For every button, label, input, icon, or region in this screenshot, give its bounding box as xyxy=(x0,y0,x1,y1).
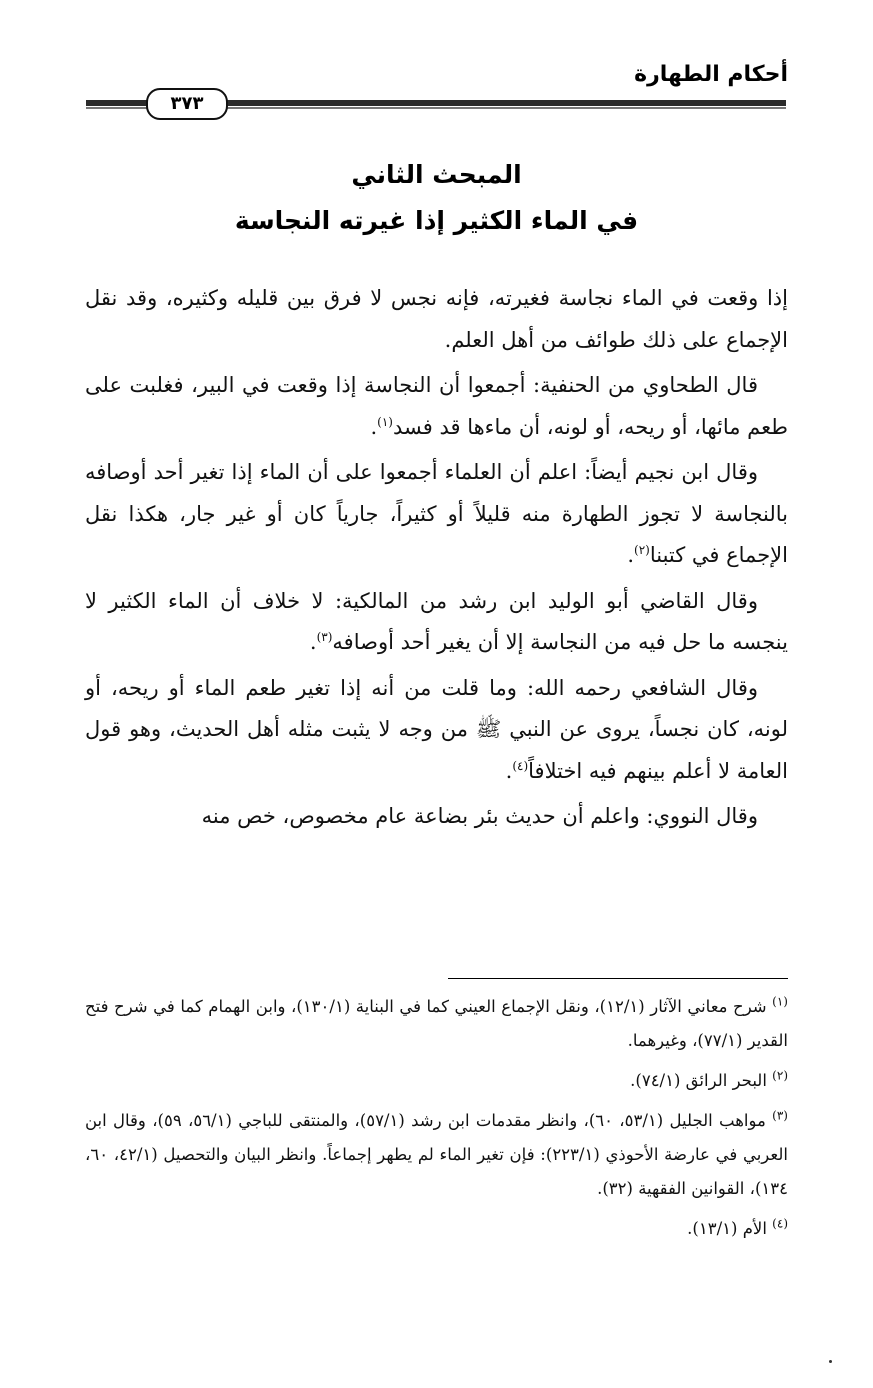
footnote: $^{(٢)}$ البحر الرائق (٧٤/١). xyxy=(630,1068,788,1090)
paragraph: قال الطحاوي من الحنفية: أجمعوا أن النجاسة إذا وقعت في البير، فغلبت على طعم مائها، أو ريحه، أو لونه، أن ماءها قد فسد$^{(١)}$. xyxy=(85,373,788,439)
footnote: $^{(١)}$ شرح معاني الآثار (١٢/١)، ونقل الإجماع العيني كما في البناية (١٣٠/١)، وابن الهمام كما في شرح فتح القدير (٧٧/١)، وغيرهما. xyxy=(85,994,788,1050)
footnote-number: (٤) xyxy=(772,1216,788,1231)
footnote-number: (٣) xyxy=(772,1108,788,1123)
footnote-separator xyxy=(448,978,788,979)
running-title: أحكام الطهارة xyxy=(634,62,788,87)
footnote-number: (٢) xyxy=(772,1068,788,1083)
section-title: المبحث الثاني xyxy=(351,160,522,189)
footnote-number: (١) xyxy=(772,994,788,1009)
paragraph: وقال النووي: واعلم أن حديث بئر بضاعة عام مخصوص، خص منه xyxy=(201,804,758,828)
page-number: ٣٧٣ xyxy=(146,88,228,120)
footnote: $^{(٤)}$ الأم (١٣/١). xyxy=(687,1216,788,1238)
paragraph: إذا وقعت في الماء نجاسة فغيرته، فإنه نجس لا فرق بين قليله وكثيره، وقد نقل الإجماع على ذلك طوائف من أهل العلم. xyxy=(85,286,788,352)
footnote-ref: (٣) xyxy=(316,630,333,644)
paragraph: وقال القاضي أبو الوليد ابن رشد من المالكية: لا خلاف أن الماء الكثير لا ينجسه ما حل فيه من النجاسة إلا أن يغير أحد أوصافه$^{(٣)}$. xyxy=(85,588,788,654)
footnote-ref: (١) xyxy=(377,414,393,429)
scan-speck xyxy=(829,1360,832,1363)
paragraph: وقال ابن نجيم أيضاً: اعلم أن العلماء أجمعوا على أن الماء إذا تغير أحد أوصافه بالنجاسة لا تجوز الطهارة منه قليلاً أو كثيراً، جارياً كان أو غير جار، هكذا نقل الإجماع في كتبنا$^{(٢)}$. xyxy=(85,460,789,567)
footnote-ref: (٢) xyxy=(634,543,650,557)
footnotes xyxy=(85,990,788,1252)
paragraph: وقال الشافعي رحمه الله: وما قلت من أنه إذا تغير طعم الماء أو ريحه، أو لونه، كان نجساً، يروى عن النبي ﷺ من وجه لا يثبت مثله أهل الحديث، وهو قول العامة لا أعلم بينهم فيه اختلافاً$^{(٤)}$. xyxy=(85,675,788,783)
footnote: $^{(٣)}$ مواهب الجليل (٥٣/١، ٦٠)، وانظر مقدمات ابن رشد (٥٧/١)، والمنتقى للباجي (٥٦/١، ٥٩)، وقال ابن العربي في عارضة الأحوذي (٢٢٣/١): فإن تغير الماء لم يطهر إجماعاً. وانظر البيان والتحصيل (٤٢/١، ٦٠، ١٣٤)، القوانين الفقهية (٣٢). xyxy=(85,1108,788,1198)
section-subtitle: في الماء الكثير إذا غيرته النجاسة xyxy=(234,206,639,235)
body-text xyxy=(85,278,788,842)
footnote-ref: (٤) xyxy=(512,758,529,773)
